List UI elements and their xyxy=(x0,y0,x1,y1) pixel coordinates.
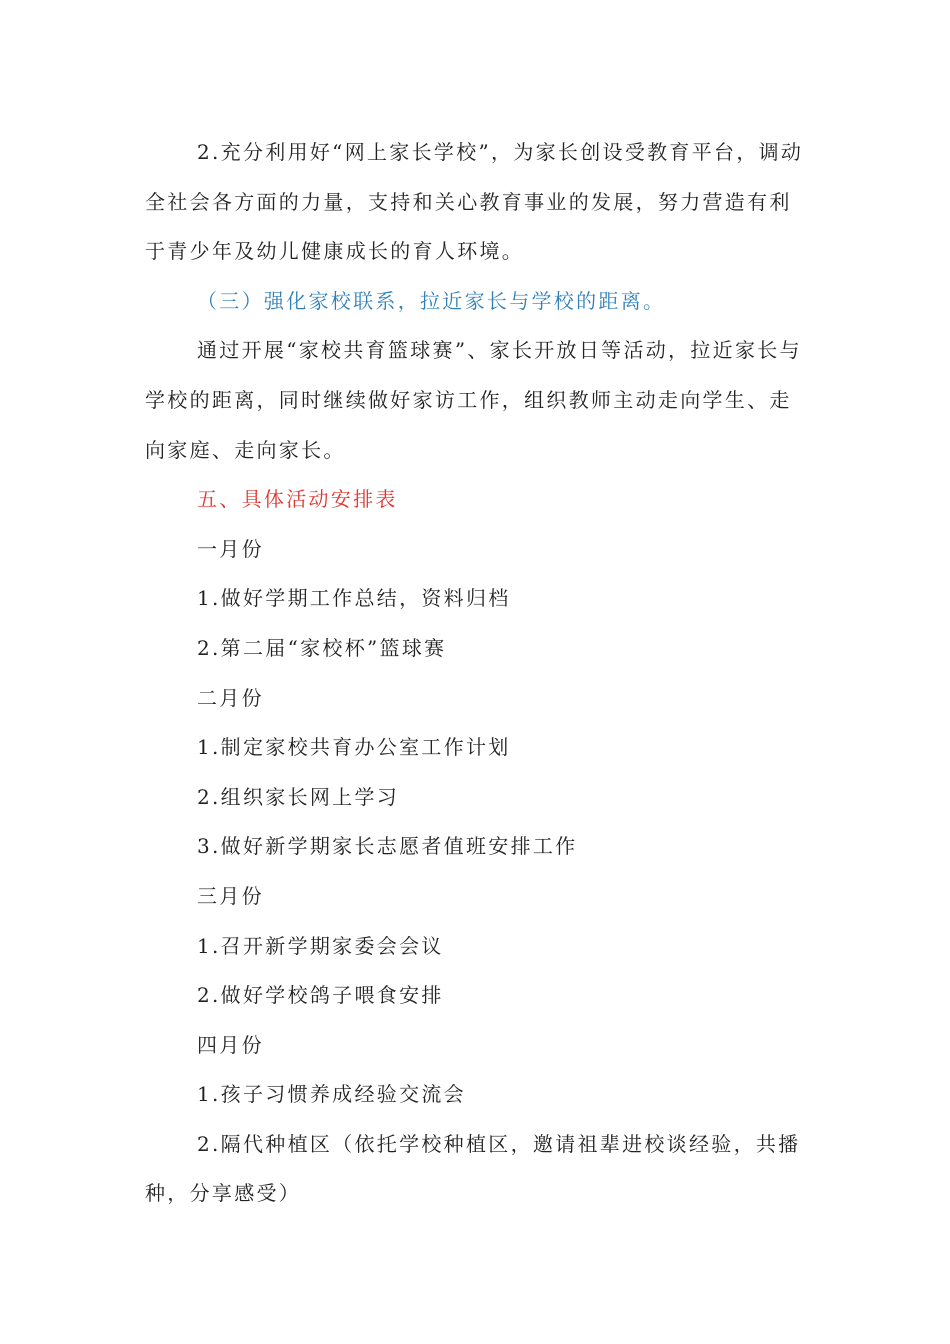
list-item: 1.做好学期工作总结，资料归档 xyxy=(197,586,511,611)
paragraph-activities: 通过开展“家校共育篮球赛”、家长开放日等活动，拉近家长与学校的距离，同时继续做好家访工作，组织教师主动走向学生、走向家庭、走向家长。 xyxy=(145,338,802,462)
list-item: 2.做好学校鸽子喂食安排 xyxy=(197,983,444,1008)
month-label-apr: 四月份 xyxy=(197,1032,264,1057)
document-body xyxy=(145,128,805,1219)
section-heading-schedule: 五、具体活动安排表 xyxy=(197,487,398,512)
list-item: 1.召开新学期家委会会议 xyxy=(197,933,444,958)
list-item: 1.孩子习惯养成经验交流会 xyxy=(197,1082,466,1107)
subheading-strengthen-home-school: （三）强化家校联系，拉近家长与学校的距离。 xyxy=(197,288,666,313)
month-label-mar: 三月份 xyxy=(197,883,264,908)
month-label-feb: 二月份 xyxy=(197,685,264,710)
list-item: 1.制定家校共育办公室工作计划 xyxy=(197,735,511,760)
paragraph-online-parent-school: 2.充分利用好“网上家长学校”，为家长创设受教育平台，调动全社会各方面的力量，支持和关心教育事业的发展，努力营造有利于青少年及幼儿健康成长的育人环境。 xyxy=(145,140,804,264)
list-item: 2.第二届“家校杯”篮球赛 xyxy=(197,635,447,660)
list-item: 3.做好新学期家长志愿者值班安排工作 xyxy=(197,834,578,859)
month-label-jan: 一月份 xyxy=(197,536,264,561)
list-item: 2.隔代种植区（依托学校种植区，邀请祖辈进校谈经验，共播种，分享感受） xyxy=(145,1131,801,1206)
list-item: 2.组织家长网上学习 xyxy=(197,784,400,809)
